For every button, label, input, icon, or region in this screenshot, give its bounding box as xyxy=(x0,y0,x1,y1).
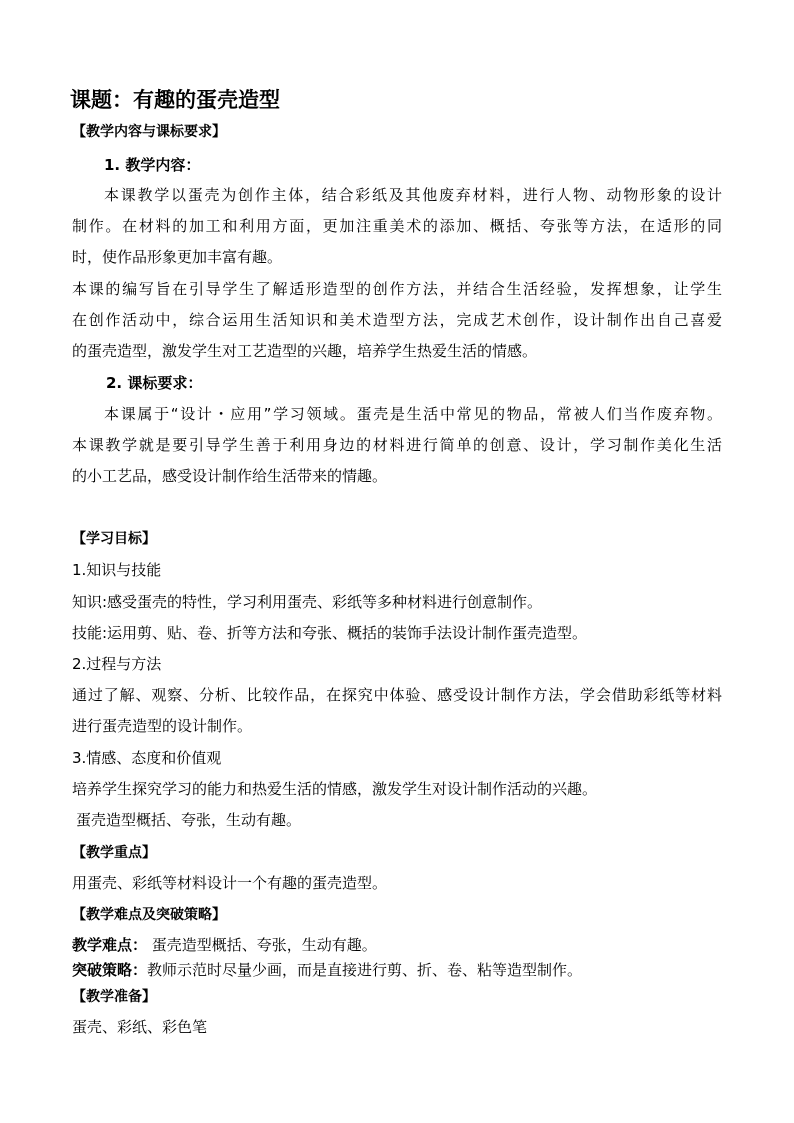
objective-heading: 2.过程与方法 xyxy=(72,655,162,673)
objective-line: 通过了解、观察、分析、比较作品，在探究中体验、感受设计制作方法，学会借助彩纸等材料 xyxy=(72,686,722,704)
difficulty-label: 教学难点： xyxy=(72,936,148,954)
difficulty-row xyxy=(72,935,377,955)
section-header-objectives: 【学习目标】 xyxy=(72,531,156,547)
page-title: 课题：有趣的蛋壳造型 xyxy=(70,88,280,112)
section-header-content: 【教学内容与课标要求】 xyxy=(72,124,226,140)
strategy-label: 突破策略： xyxy=(72,961,148,979)
item-1-label: 1. 教学内容： xyxy=(104,156,201,174)
objective-line: 蛋壳造型概括、夸张，生动有趣。 xyxy=(76,811,302,829)
objective-heading: 3.情感、态度和价值观 xyxy=(72,749,222,767)
section-header-preparation: 【教学准备】 xyxy=(72,989,156,1005)
strategy-text: 教师示范时尽量少画，而是直接进行剪、折、卷、粘等造型制作。 xyxy=(147,961,583,979)
body-line: 时，使作品形象更加丰富有趣。 xyxy=(72,248,283,266)
key-point-text: 用蛋壳、彩纸等材料设计一个有趣的蛋壳造型。 xyxy=(72,874,388,892)
objective-line: 进行蛋壳造型的设计制作。 xyxy=(72,717,253,735)
objective-line: 培养学生探究学习的能力和热爱生活的情感，激发学生对设计制作活动的兴趣。 xyxy=(72,780,598,798)
item-2-label: 2. 课标要求： xyxy=(106,374,203,392)
body-line: 本课教学就是要引导学生善于利用身边的材料进行简单的创意、设计，学习制作美化生活 xyxy=(72,436,722,454)
body-line: 的蛋壳造型，激发学生对工艺造型的兴趣，培养学生热爱生活的情感。 xyxy=(72,342,538,360)
body-line: 本课属于“设计・应用”学习领域。蛋壳是生活中常见的物品，常被人们当作废弃物。 xyxy=(104,405,722,423)
body-line: 在创作活动中，综合运用生活知识和美术造型方法，完成艺术创作，设计制作出自己喜爱 xyxy=(72,311,722,329)
strategy-row xyxy=(72,960,582,980)
preparation-text: 蛋壳、彩纸、彩色笔 xyxy=(72,1018,208,1036)
section-header-key-points: 【教学重点】 xyxy=(72,845,156,861)
body-line: 的小工艺品，感受设计制作给生活带来的情趣。 xyxy=(72,467,388,485)
body-line: 本课教学以蛋壳为创作主体，结合彩纸及其他废弃材料，进行人物、动物形象的设计 xyxy=(104,186,722,204)
objective-line: 知识:感受蛋壳的特性，学习利用蛋壳、彩纸等多种材料进行创意制作。 xyxy=(72,593,543,611)
body-line: 本课的编写旨在引导学生了解适形造型的创作方法，并结合生活经验，发挥想象，让学生 xyxy=(72,280,722,298)
section-header-difficulties: 【教学难点及突破策略】 xyxy=(72,907,226,923)
objective-line: 技能:运用剪、贴、卷、折等方法和夸张、概括的装饰手法设计制作蛋壳造型。 xyxy=(72,624,588,642)
body-line: 制作。在材料的加工和利用方面，更加注重美术的添加、概括、夸张等方法，在适形的同 xyxy=(72,217,722,235)
difficulty-text: 蛋壳造型概括、夸张，生动有趣。 xyxy=(147,936,377,954)
objective-heading: 1.知识与技能 xyxy=(72,561,162,579)
